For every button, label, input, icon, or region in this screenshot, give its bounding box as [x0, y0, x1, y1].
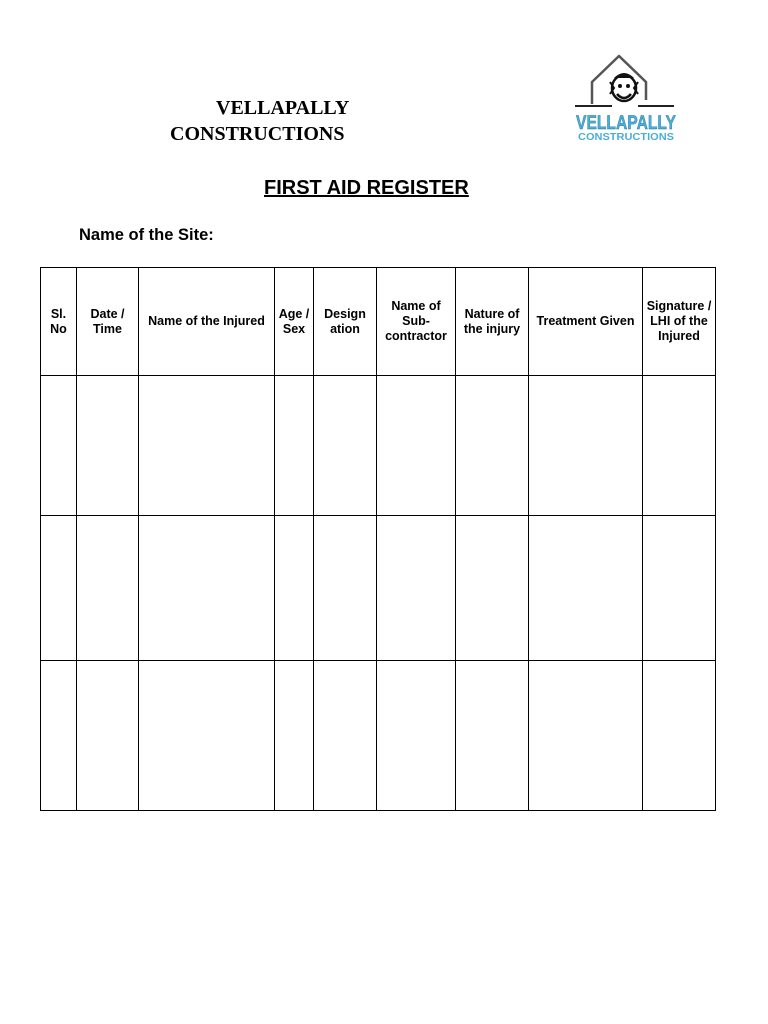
table-cell[interactable] [456, 516, 529, 661]
logo-tagline: CONSTRUCTIONS [578, 132, 675, 143]
table-cell[interactable] [314, 516, 377, 661]
table-cell[interactable] [377, 661, 456, 811]
table-cell[interactable] [139, 376, 275, 516]
site-name-label: Name of the Site: [79, 226, 214, 244]
table-cell[interactable] [41, 661, 77, 811]
column-header-signature: Signature / LHI of the Injured [643, 268, 716, 376]
table-cell[interactable] [77, 516, 139, 661]
table-cell[interactable] [275, 516, 314, 661]
table-cell[interactable] [139, 516, 275, 661]
table-cell[interactable] [529, 376, 643, 516]
column-header-age-sex: Age / Sex [275, 268, 314, 376]
table-cell[interactable] [314, 376, 377, 516]
company-logo [572, 52, 680, 144]
table-header-row [41, 268, 716, 376]
column-header-sl-no: Sl. No [41, 268, 77, 376]
table-row [41, 376, 716, 516]
table-cell[interactable] [41, 376, 77, 516]
table-cell[interactable] [456, 376, 529, 516]
table-cell[interactable] [275, 661, 314, 811]
logo-wordmark: VELLAPALLY [576, 113, 677, 134]
table-cell[interactable] [377, 516, 456, 661]
column-header-date-time: Date / Time [77, 268, 139, 376]
company-name [168, 95, 349, 147]
table-cell[interactable] [529, 516, 643, 661]
table-cell[interactable] [456, 661, 529, 811]
table-cell[interactable] [529, 661, 643, 811]
table-cell[interactable] [41, 516, 77, 661]
company-name-line1: VELLAPALLY [216, 97, 350, 119]
company-name-line2: CONSTRUCTIONS [170, 123, 345, 145]
table-row [41, 661, 716, 811]
table-row [41, 516, 716, 661]
table-cell[interactable] [275, 376, 314, 516]
table-cell[interactable] [377, 376, 456, 516]
column-header-name-of-injured: Name of the Injured [139, 268, 275, 376]
table-cell[interactable] [139, 661, 275, 811]
column-header-sub-contractor: Name of Sub- contractor [377, 268, 456, 376]
table-cell[interactable] [643, 661, 716, 811]
column-header-nature-of-injury: Nature of the injury [456, 268, 529, 376]
table-cell[interactable] [77, 376, 139, 516]
table-cell[interactable] [643, 376, 716, 516]
house-with-mascot-icon [572, 52, 680, 144]
document-title: FIRST AID REGISTER [264, 177, 469, 199]
column-header-treatment-given: Treatment Given [529, 268, 643, 376]
table-cell[interactable] [643, 516, 716, 661]
table-cell[interactable] [77, 661, 139, 811]
table-cell[interactable] [314, 661, 377, 811]
first-aid-register-table [40, 267, 716, 811]
column-header-designation: Design ation [314, 268, 377, 376]
